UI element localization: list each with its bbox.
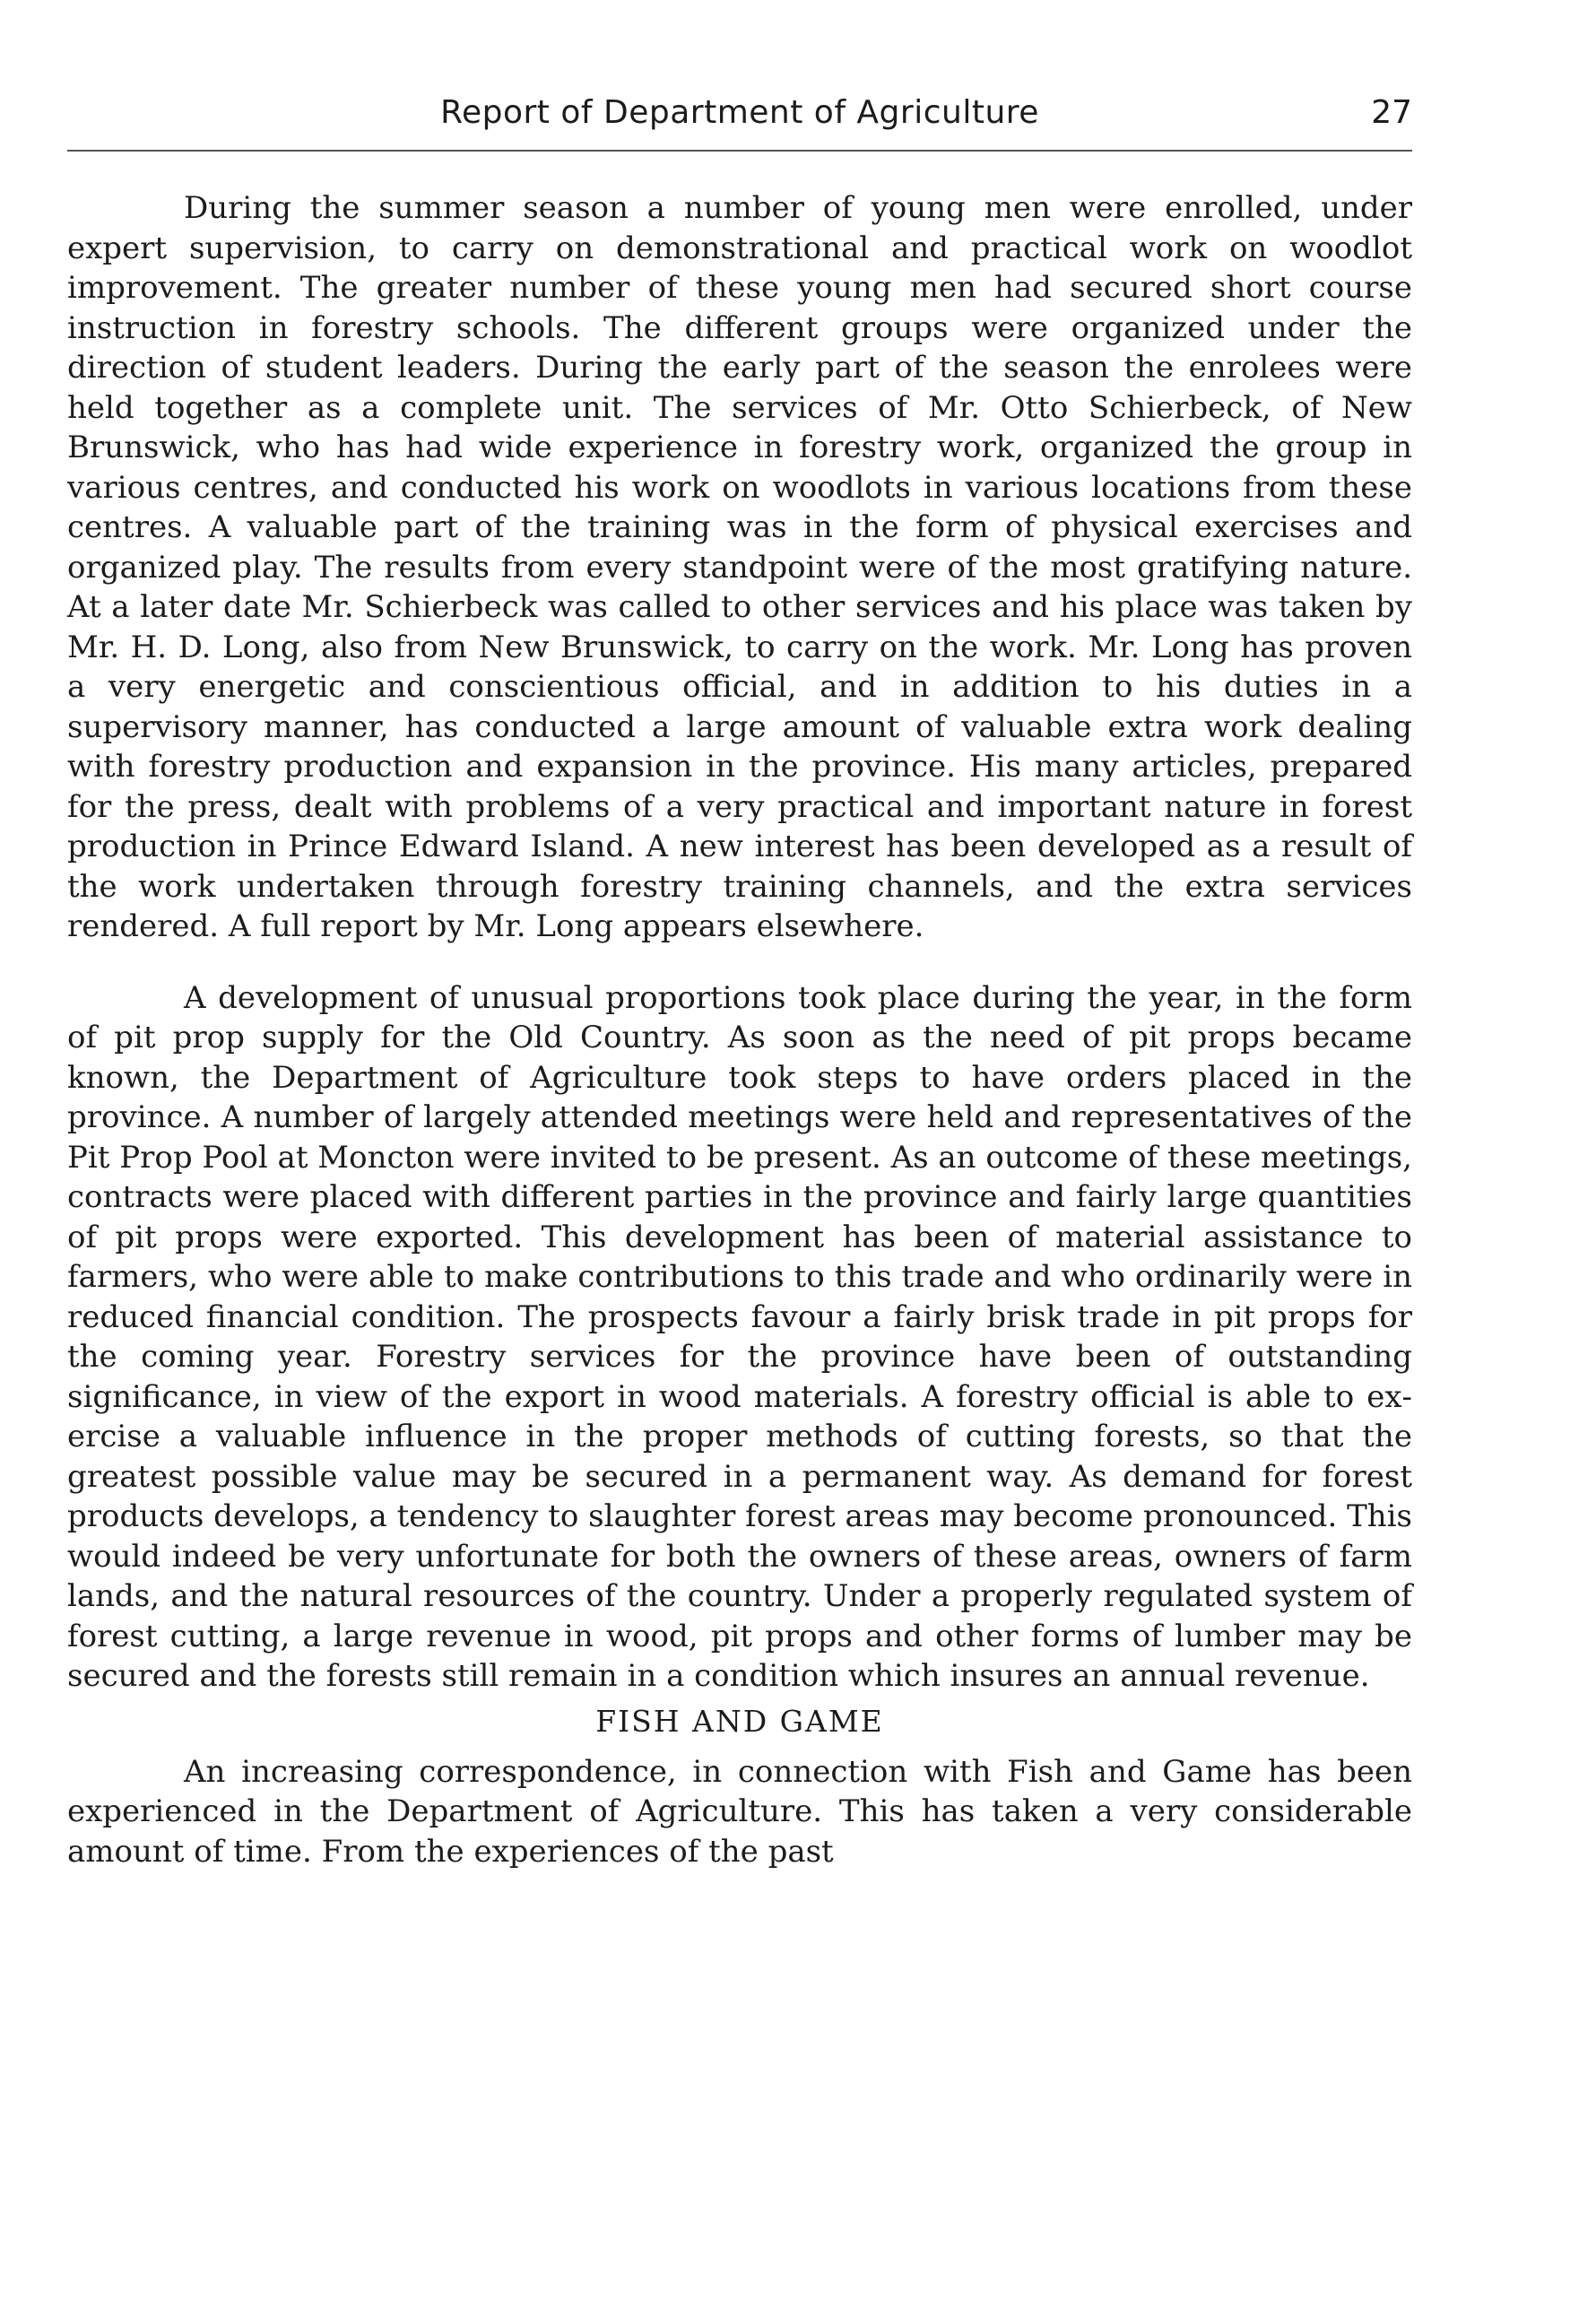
section-heading-fish-and-game: FISH AND GAME — [595, 1703, 884, 1739]
body-text — [67, 188, 1412, 1871]
running-title: Report of Department of Agriculture — [440, 94, 1039, 131]
paragraph-fish-and-game: An increasing correspondence, in connection with Fish and Game has been experienced in the Department of Agriculture. This has taken a very considerable amount of time. From the experiences of the past — [67, 1753, 1412, 1870]
header-rule — [67, 150, 1412, 152]
running-header — [67, 94, 1412, 148]
paragraph-forestry-students: During the summer season a number of young men were enrolled, under expert supervision, to carry on demonstrational and practical work on woodlot improvement. The greater number of these young men had secured short course instruction in forestry schools. The different groups were organized under the direction of student leaders. During the early part of the season the enrolees were held together as a complete unit. The services of Mr. Otto Schierbeck, of New Brunswick, who has had wide experience in forestry work, organized the group in various centres, and conducted his work on woodlots in various locations from these centres. A valuable part of the training was in the form of physical exercises and organized play. The results from every standpoint were of the most gratifying nature. At a later date Mr. Schierbeck was called to other services and his place was taken by Mr. H. D. Long, also from New Brunswick, to carry on the work. Mr. Long has proven a very energetic and conscientious official, and in addition to his duties in a supervisory manner, has conducted a large amount of valuable extra work dealing with forestry production and expansion in the province. His many articles, prepared for the press, dealt with problems of a very practical and important nature in forest production in Prince Edward Island. A new interest has been developed as a result of the work undertaken through forestry training channels, and the extra services rendered. A full report by Mr. Long appears elsewhere. — [67, 190, 1412, 944]
paragraph-pit-props: A development of unusual proportions took place during the year, in the form of pit prop supply for the Old Country. As soon as the need of pit props became known, the Department of Agriculture took steps to have orders placed in the province. A number of largely attended meetings were held and representatives of the Pit Prop Pool at Moncton were invited to be present. As an outcome of these meetings, contracts were placed with different parties in the province and fairly large quantities of pit props were exported. This development has been of material assistance to farmers, who were able to make contributions to this trade and who ordinarily were in reduced financial condition. The prospects favour a fairly brisk trade in pit props for the coming year. Forestry services for the province have been of outstanding significance, in view of the export in wood materials. A forestry official is able to exercise a valuable influence in the proper methods of cutting forests, so that the greatest possible value may be secured in a permanent way. As demand for forest products develops, a tendency to slaughter forest areas may become pronounced. This would indeed be very unfortunate for both the owners of these areas, owners of farm lands, and the natural resources of the country. Under a properly regulated system of forest cutting, a large revenue in wood, pit props and other forms of lumber may be secured and the forests still remain in a condition which insures an annual revenue. — [67, 979, 1412, 1694]
page-number: 27 — [1371, 94, 1412, 131]
